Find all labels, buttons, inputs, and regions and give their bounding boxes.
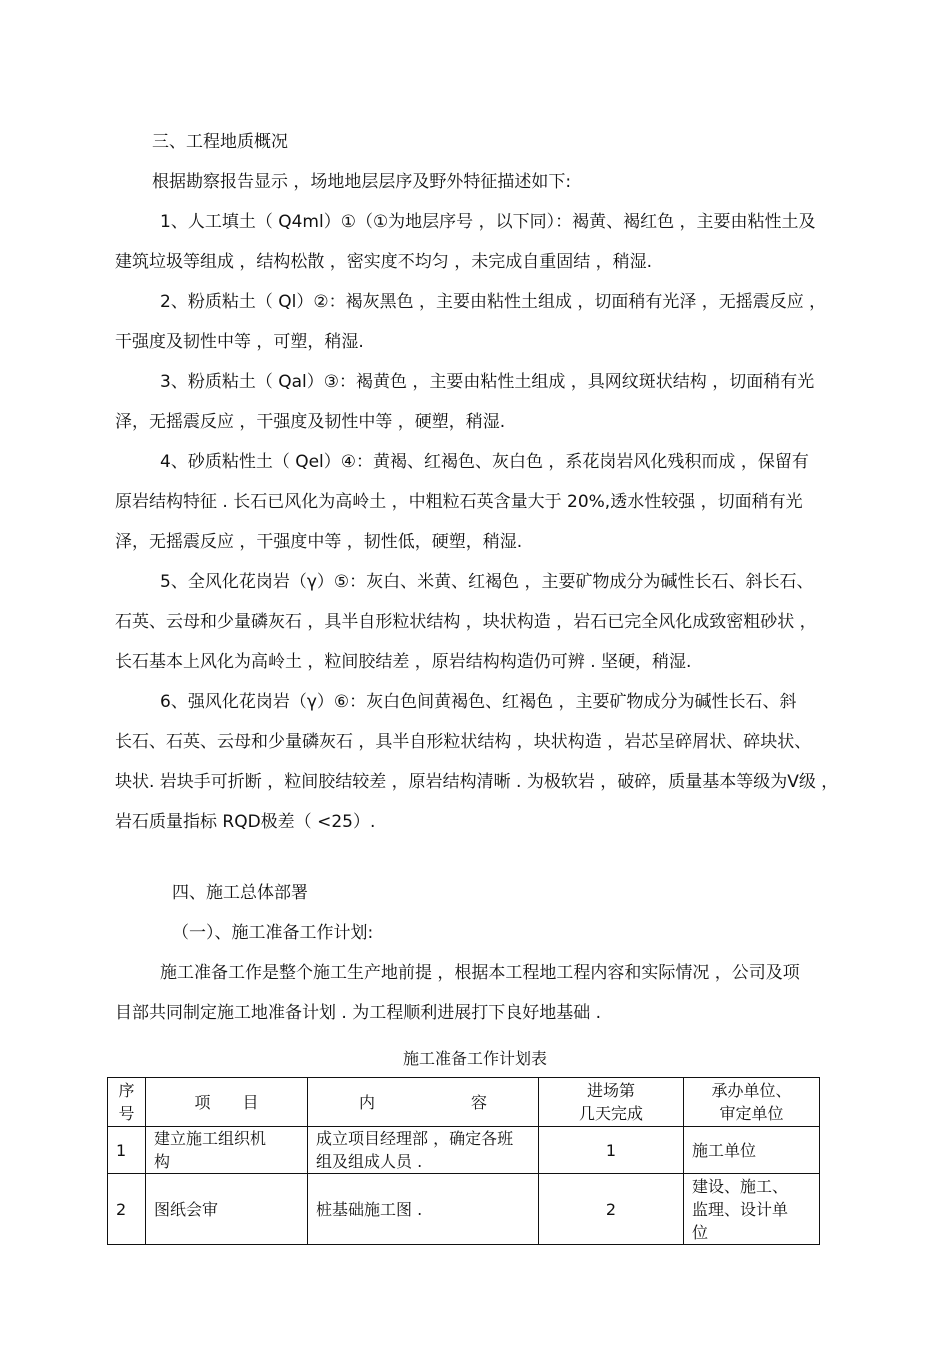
geology-line-6: 泽，无摇震反应 ，干强度及韧性中等 ，硬塑，稍湿. <box>115 412 506 432</box>
header-days: 进场第 几天完成 <box>539 1078 684 1127</box>
header-item: 项 目 <box>146 1078 308 1127</box>
geology-line-13: 6、强风化花岗岩（γ）⑥：灰白色间黄褐色、红褐色 ，主要矿物成分为碱性长石、斜 <box>160 692 797 712</box>
cell-days: 1 <box>539 1127 684 1174</box>
section4-para-line-1: 施工准备工作是整个施工生产地前提 ，根据本工程地工程内容和实际情况 ，公司及项 <box>160 963 800 983</box>
section3-heading: 三、工程地质概况 <box>152 132 288 152</box>
geology-line-11: 石英、云母和少量磷灰石 ，具半自形粒状结构 ，块状构造 ，岩石已完全风化成致密粗砂状 ， <box>115 612 817 632</box>
geology-line-12: 长石基本上风化为高岭土 ，粒间胶结差 ，原岩结构构造仍可辨 . 坚硬，稍湿. <box>115 652 692 672</box>
geology-line-16: 岩石质量指标 RQD极差（ <25）. <box>115 812 376 832</box>
cell-unit: 建设、施工、 监理、设计单 位 <box>684 1174 820 1245</box>
section4-para-line-2: 目部共同制定施工地准备计划 . 为工程顺利进展打下良好地基础 . <box>115 1003 602 1023</box>
geology-line-2: 建筑垃圾等组成 ，结构松散 ，密实度不均匀 ，未完成自重固结 ，稍湿. <box>115 252 653 272</box>
geology-line-8: 原岩结构特征 . 长石已风化为高岭土 ，中粗粒石英含量大于 20%,透水性较强 ，切面稍有光 <box>115 492 803 512</box>
cell-item: 建立施工组织机 构 <box>146 1127 308 1174</box>
cell-unit: 施工单位 <box>684 1127 820 1174</box>
header-content: 内 容 <box>308 1078 539 1127</box>
header-seq: 序 号 <box>108 1078 146 1127</box>
table-caption: 施工准备工作计划表 <box>402 1049 547 1068</box>
geology-line-7: 4、砂质粘性土（ Qel）④：黄褐、红褐色、灰白色 ，系花岗岩风化残积而成 ，保留有 <box>160 452 809 472</box>
geology-line-4: 干强度及韧性中等 ，可塑，稍湿. <box>115 332 364 352</box>
table-row <box>108 1127 820 1174</box>
geology-line-15: 块状. 岩块手可折断 ，粒间胶结较差 ，原岩结构清晰 . 为极软岩 ，破碎，质量基本等级为Ⅴ级 ， <box>115 772 839 792</box>
geology-line-5: 3、粉质粘土（ Qal）③：褐黄色 ，主要由粘性土组成 ，具网纹斑状结构 ，切面稍有光 <box>160 372 815 392</box>
header-unit: 承办单位、 审定单位 <box>684 1078 820 1127</box>
cell-content: 桩基础施工图 . <box>308 1174 539 1245</box>
cell-item: 图纸会审 <box>146 1174 308 1245</box>
section3-intro: 根据勘察报告显示 ，场地地层层序及野外特征描述如下: <box>152 172 572 192</box>
cell-days: 2 <box>539 1174 684 1245</box>
geology-line-10: 5、全风化花岗岩（γ）⑤：灰白、米黄、红褐色 ，主要矿物成分为碱性长石、斜长石、 <box>160 572 814 592</box>
geology-line-14: 长石、石英、云母和少量磷灰石 ，具半自形粒状结构 ，块状构造 ，岩芯呈碎屑状、碎块状、 <box>115 732 812 752</box>
table-header-row <box>108 1078 820 1127</box>
geology-line-1: 1、人工填土（ Q4ml）①（①为地层序号 ，以下同）：褐黄、褐红色 ，主要由粘性土及 <box>160 212 816 232</box>
cell-seq: 1 <box>108 1127 146 1174</box>
geology-line-3: 2、粉质粘土（ Ql）②：褐灰黑色 ，主要由粘性土组成 ，切面稍有光泽 ，无摇震反应 ， <box>160 292 827 312</box>
section4-heading: 四、施工总体部署 <box>172 883 308 903</box>
section4-subheading: （一）、施工准备工作计划: <box>172 923 374 943</box>
geology-line-9: 泽，无摇震反应 ，干强度中等 ，韧性低，硬塑，稍湿. <box>115 532 523 552</box>
cell-content: 成立项目经理部 ，确定各班 组及组成人员 . <box>308 1127 539 1174</box>
plan-table <box>107 1077 820 1245</box>
table-row <box>108 1174 820 1245</box>
cell-seq: 2 <box>108 1174 146 1245</box>
